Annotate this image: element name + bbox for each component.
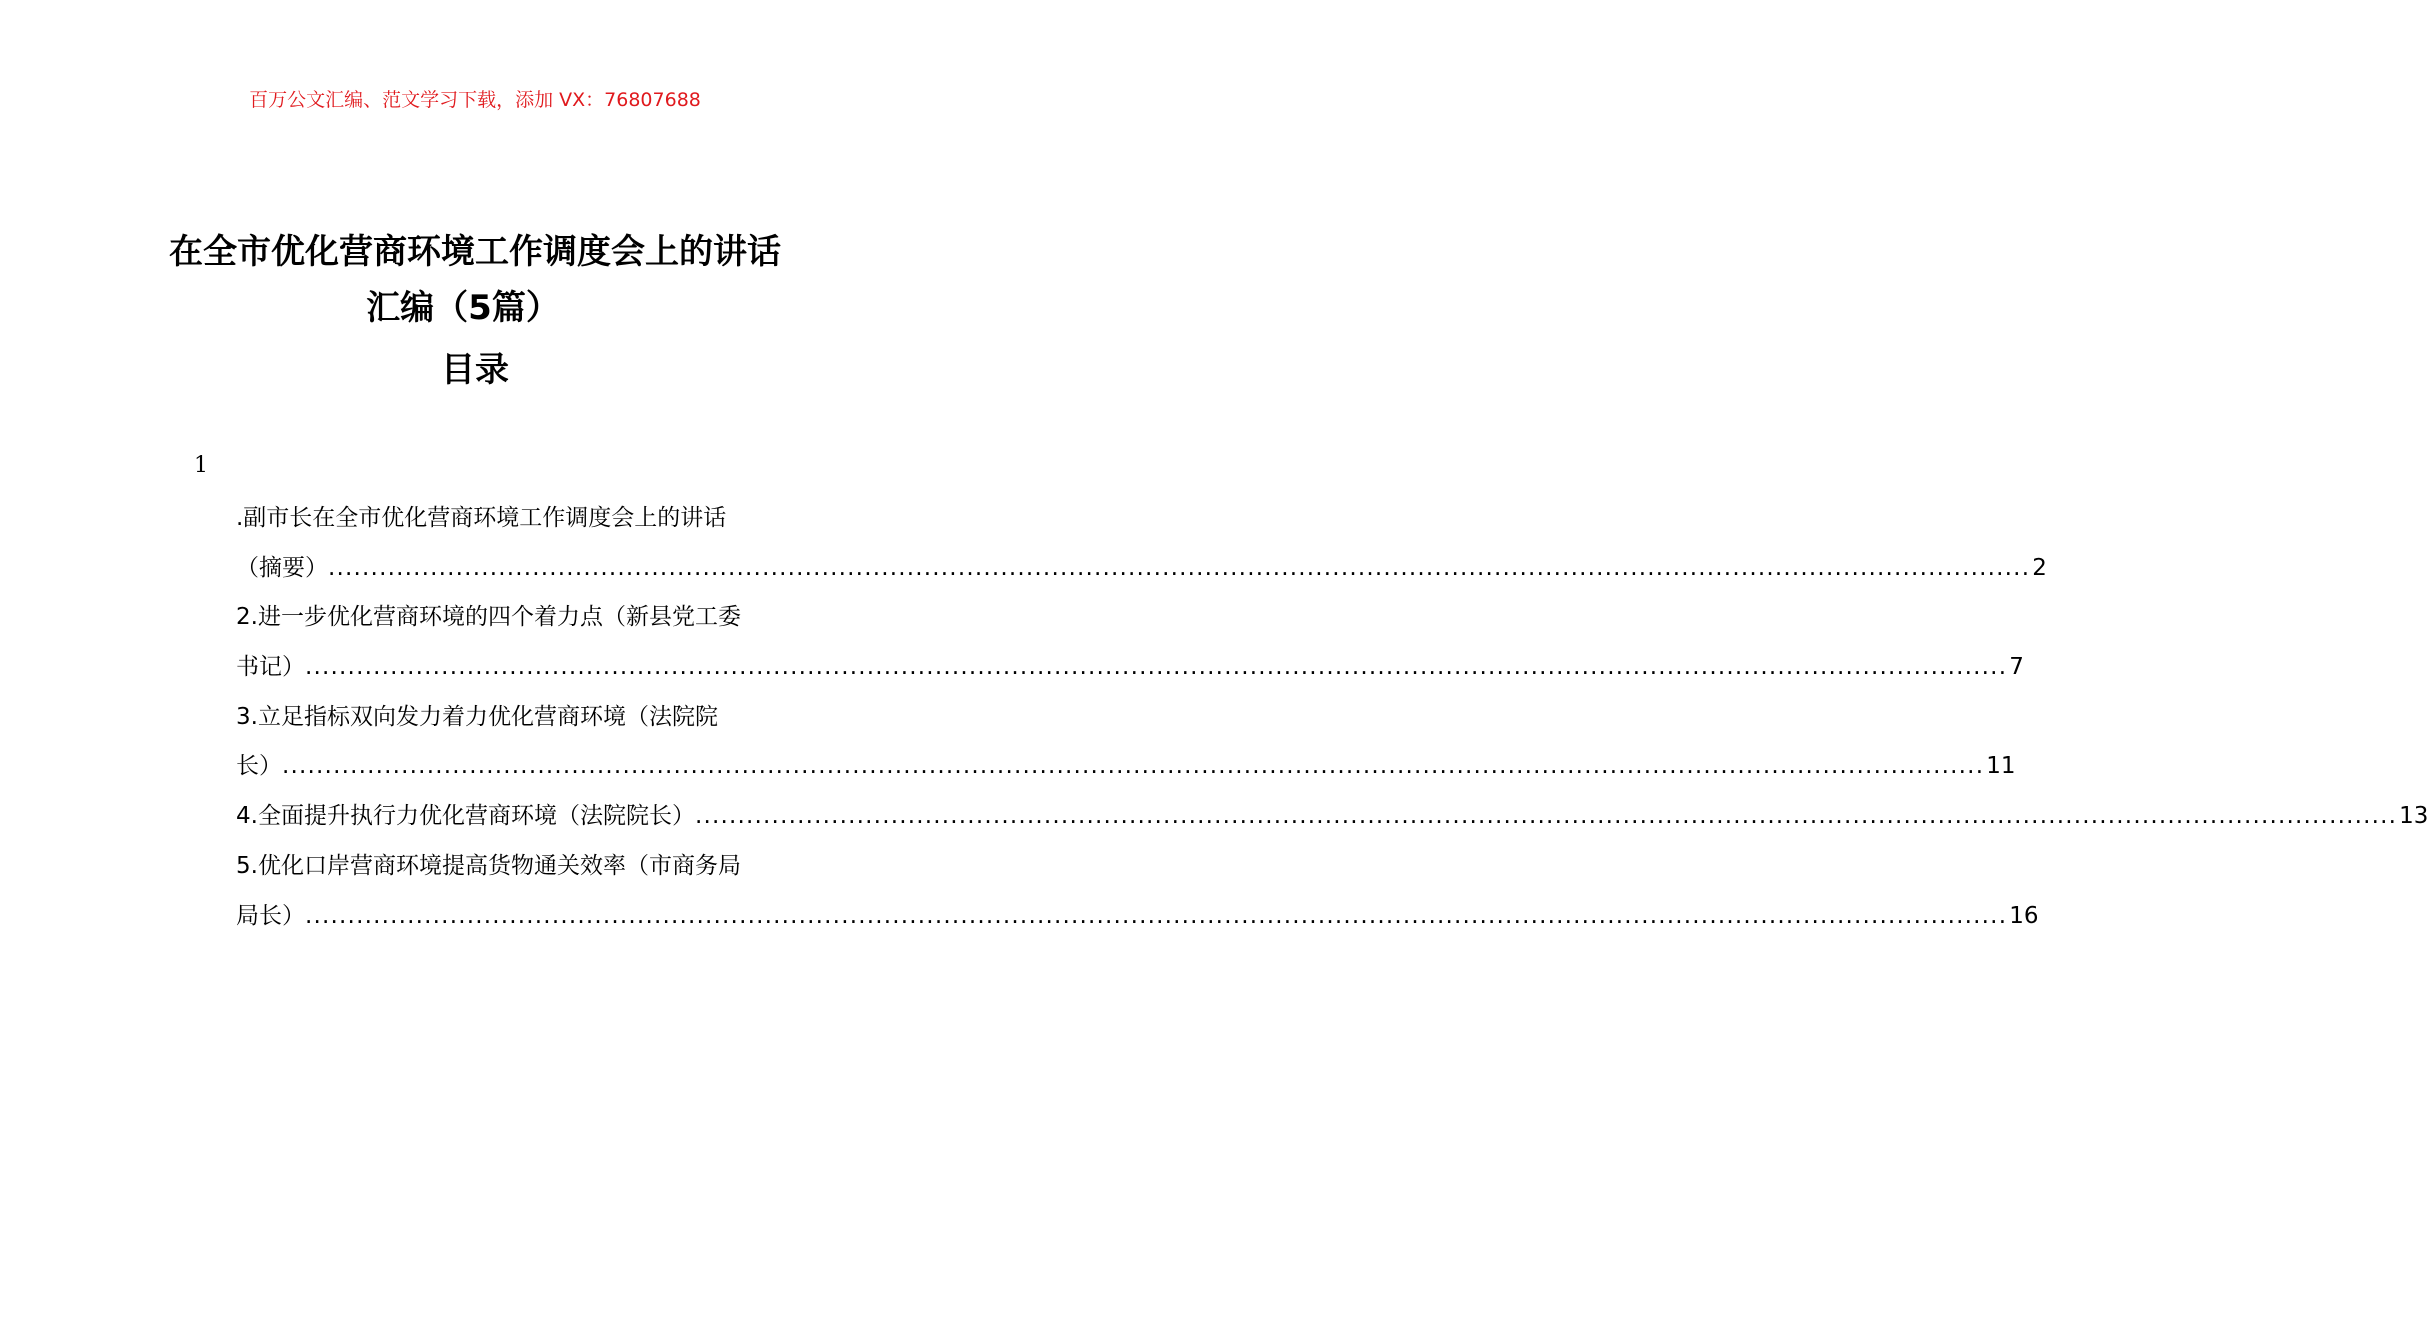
toc-entry[interactable]	[236, 693, 806, 743]
toc-entry-text: 2.进一步优化营商环境的四个着力点（新县党工委	[236, 604, 741, 631]
toc-entry-text: 3.立足指标双向发力着力优化营商环境（法院院	[236, 703, 718, 730]
toc-leader-dots: ........................................................................................................................................................................................................	[328, 554, 2031, 581]
toc-page-number: 2	[2032, 554, 2047, 581]
toc-entry[interactable]	[236, 494, 806, 544]
toc-list	[236, 494, 2428, 941]
toc-number: 1	[194, 453, 208, 478]
toc-entry[interactable]	[236, 593, 806, 643]
document-title-line-1: 在全市优化营商环境工作调度会上的讲话	[169, 232, 781, 272]
toc-entry[interactable]	[236, 643, 2024, 693]
toc-entry-text: 局长）	[236, 902, 305, 929]
toc-entry[interactable]	[236, 842, 806, 892]
toc-leader-dots: ........................................................................................................................................................................................................	[305, 654, 2008, 681]
header-note: 百万公文汇编、范文学习下载，添加 VX：76807688	[249, 89, 701, 111]
toc-entry-text: 长）	[236, 753, 282, 780]
toc-leader-dots: ........................................................................................................................................................................................................	[694, 803, 2398, 830]
toc-entry-text: 5.优化口岸营商环境提高货物通关效率（市商务局	[236, 852, 741, 879]
toc-entry[interactable]	[236, 544, 2047, 594]
toc-page-number: 11	[1986, 753, 2016, 780]
toc-entry[interactable]	[236, 742, 2016, 792]
toc-page-number: 16	[2009, 902, 2039, 929]
toc-leader-dots: ........................................................................................................................................................................................................	[282, 753, 1985, 780]
toc-page-number: 13	[2399, 803, 2428, 830]
toc-entry-text: 书记）	[236, 654, 305, 681]
toc-entry-text: （摘要）	[236, 554, 328, 581]
toc-entry[interactable]	[236, 892, 2039, 942]
toc-entry[interactable]	[236, 792, 2428, 842]
toc-leader-dots: ........................................................................................................................................................................................................	[305, 902, 2008, 929]
toc-page-number: 7	[2009, 654, 2024, 681]
toc-entry-text: .副市长在全市优化营商环境工作调度会上的讲话	[236, 505, 727, 531]
toc-entry-text: 4.全面提升执行力优化营商环境（法院院长）	[236, 803, 695, 830]
document-title-line-2: 汇编（5篇）	[366, 288, 560, 328]
toc-heading: 目录	[441, 350, 509, 390]
